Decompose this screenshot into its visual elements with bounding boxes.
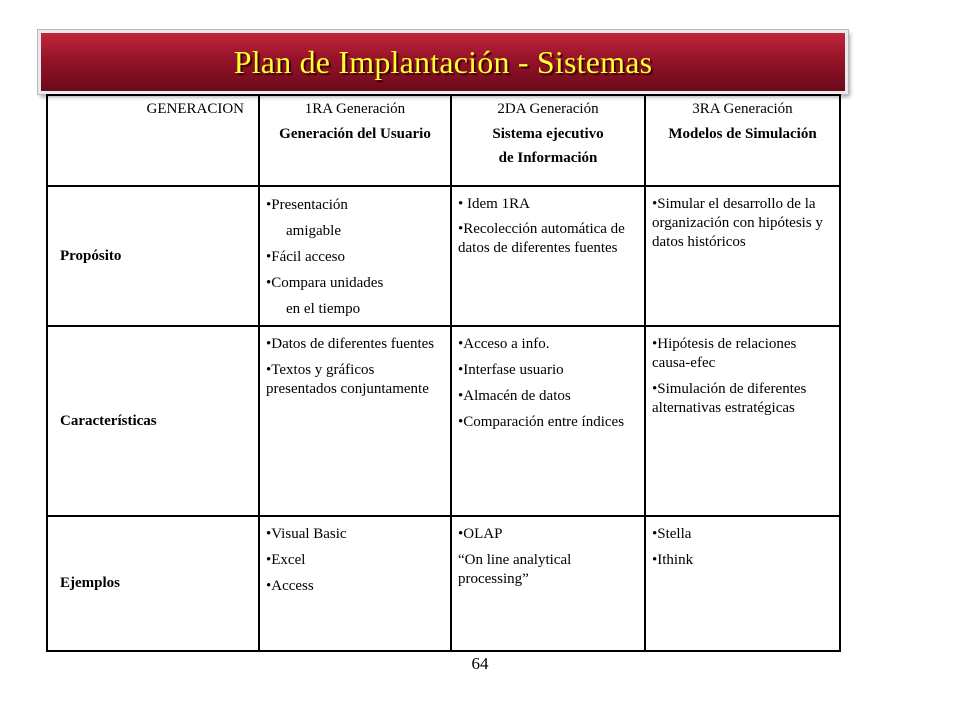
header-col-1ra-line2: Generación del Usuario — [279, 126, 431, 142]
list-item: •OLAP — [458, 526, 503, 542]
list-item: •Comparación entre índices — [458, 414, 625, 430]
list-item: •Interfase usuario — [458, 362, 564, 378]
header-col-1ra — [260, 96, 452, 187]
slide-title: Plan de Implantación - Sistemas — [233, 43, 653, 80]
header-col-2da-line2a: Sistema ejecutivo — [492, 126, 604, 142]
cell-caracteristicas-1ra — [260, 327, 452, 517]
list-item: •Ithink — [652, 552, 694, 568]
slide-title-bar — [38, 30, 848, 94]
list-item: •Hipótesis de relaciones causa-efec — [652, 336, 797, 371]
cell-caracteristicas-2da — [452, 327, 646, 517]
list-item: en el tiempo — [286, 301, 361, 317]
header-col-2da-line2b: de Información — [498, 150, 598, 166]
list-item: “On line analytical processing” — [458, 552, 572, 587]
cell-proposito-2da — [452, 187, 646, 327]
header-col-1ra-line1: 1RA Generación — [304, 101, 406, 117]
list-item: • Idem 1RA — [458, 196, 530, 212]
row-label-caracteristicas: Características — [48, 327, 260, 517]
header-col-2da — [452, 96, 646, 187]
list-item: •Visual Basic — [266, 526, 347, 542]
list-item: •Excel — [266, 552, 306, 568]
page-number: 64 — [471, 654, 489, 673]
cell-ejemplos-1ra — [260, 517, 452, 650]
comparison-table — [46, 94, 841, 652]
list-item: •Stella — [652, 526, 692, 542]
header-col-3ra-line2: Modelos de Simulación — [668, 126, 817, 142]
list-item: •Simular el desarrollo de la organización con hipótesis y datos históricos — [652, 196, 823, 250]
header-col-3ra — [646, 96, 839, 187]
list-item: •Access — [266, 578, 314, 594]
list-item: amigable — [286, 223, 341, 239]
list-item: •Compara unidades — [266, 275, 384, 291]
cell-caracteristicas-3ra — [646, 327, 839, 517]
row-label-proposito: Propósito — [48, 187, 260, 327]
header-generacion: GENERACION — [48, 96, 260, 187]
row-label-ejemplos: Ejemplos — [48, 517, 260, 650]
list-item: •Simulación de diferentes alternativas estratégicas — [652, 381, 807, 416]
cell-ejemplos-2da — [452, 517, 646, 650]
list-item: •Almacén de datos — [458, 388, 571, 404]
list-item: •Datos de diferentes fuentes — [266, 336, 435, 352]
list-item: •Acceso a info. — [458, 336, 550, 352]
cell-proposito-3ra — [646, 187, 839, 327]
cell-ejemplos-3ra — [646, 517, 839, 650]
list-item: •Textos y gráficos presentados conjuntamente — [266, 362, 429, 397]
header-col-3ra-line1: 3RA Generación — [692, 101, 793, 117]
header-col-2da-line1: 2DA Generación — [497, 101, 599, 117]
list-item: •Recolección automática de datos de diferentes fuentes — [458, 221, 625, 256]
list-item: •Presentación — [266, 197, 348, 213]
list-item: •Fácil acceso — [266, 249, 345, 265]
cell-proposito-1ra — [260, 187, 452, 327]
